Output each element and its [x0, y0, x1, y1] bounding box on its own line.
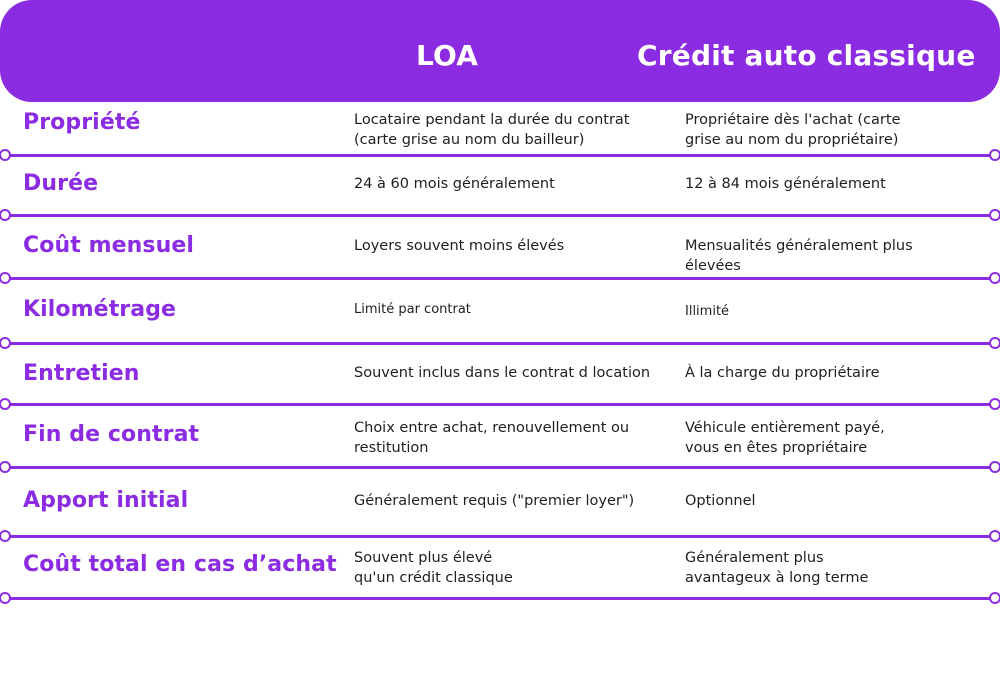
cell-credit-cout-mensuel: Mensualités généralement plus élevées [685, 238, 913, 274]
row-label-kilometrage: Kilométrage [23, 297, 177, 322]
row-divider [5, 209, 995, 221]
cell-credit-kilometrage: Illimité [685, 304, 730, 319]
cell-loa-kilometrage: Limité par contrat [354, 302, 471, 317]
cell-loa-cout-mensuel: Loyers souvent moins élevés [354, 238, 565, 254]
divider-dot-left [0, 461, 11, 473]
row-divider [5, 272, 995, 284]
cell-credit-fin-de-contrat: Véhicule entièrement payé, vous en êtes propriétaire [685, 420, 885, 456]
row-label-duree: Durée [23, 171, 99, 196]
row-divider [5, 461, 995, 473]
cell-loa-propriete: Locataire pendant la durée du contrat (carte grise au nom du bailleur) [354, 112, 630, 148]
divider-dot-right [989, 398, 1000, 410]
table-header [0, 0, 1000, 102]
row-label-fin-de-contrat: Fin de contrat [23, 422, 200, 447]
divider-dot-right [989, 592, 1000, 604]
row-divider [5, 530, 995, 542]
cell-credit-duree: 12 à 84 mois généralement [685, 176, 886, 192]
cell-loa-apport-initial: Généralement requis ("premier loyer") [354, 493, 635, 509]
divider-dot-left [0, 149, 11, 161]
divider-line [9, 154, 991, 157]
divider-line [9, 403, 991, 406]
divider-dot-left [0, 398, 11, 410]
divider-dot-right [989, 149, 1000, 161]
cell-credit-cout-total: Généralement plus avantageux à long terme [685, 550, 869, 586]
row-label-cout-total: Coût total en cas d’achat [23, 552, 337, 577]
column-title-loa: LOA [416, 39, 479, 72]
row-label-apport-initial: Apport initial [23, 488, 189, 513]
divider-line [9, 214, 991, 217]
divider-line [9, 535, 991, 538]
cell-credit-entretien: À la charge du propriétaire [685, 365, 880, 381]
divider-dot-right [989, 337, 1000, 349]
divider-line [9, 342, 991, 345]
row-divider [5, 337, 995, 349]
divider-dot-left [0, 592, 11, 604]
row-label-propriete: Propriété [23, 110, 141, 135]
row-divider [5, 592, 995, 604]
divider-dot-left [0, 530, 11, 542]
cell-loa-fin-de-contrat: Choix entre achat, renouvellement ou restitution [354, 420, 630, 456]
row-label-cout-mensuel: Coût mensuel [23, 233, 195, 258]
row-divider [5, 398, 995, 410]
cell-loa-duree: 24 à 60 mois généralement [354, 176, 555, 192]
cell-loa-cout-total: Souvent plus élevé qu'un crédit classique [354, 550, 513, 586]
divider-dot-left [0, 337, 11, 349]
cell-credit-propriete: Propriétaire dès l'achat (carte grise au nom du propriétaire) [685, 112, 901, 148]
divider-dot-left [0, 209, 11, 221]
row-label-entretien: Entretien [23, 361, 140, 386]
divider-dot-right [989, 530, 1000, 542]
divider-line [9, 466, 991, 469]
divider-dot-right [989, 272, 1000, 284]
divider-dot-left [0, 272, 11, 284]
divider-dot-right [989, 209, 1000, 221]
column-title-credit: Crédit auto classique [637, 39, 976, 72]
row-divider [5, 149, 995, 161]
divider-line [9, 277, 991, 280]
divider-dot-right [989, 461, 1000, 473]
divider-line [9, 597, 991, 600]
cell-loa-entretien: Souvent inclus dans le contrat d location [354, 365, 651, 381]
cell-credit-apport-initial: Optionnel [685, 493, 756, 509]
